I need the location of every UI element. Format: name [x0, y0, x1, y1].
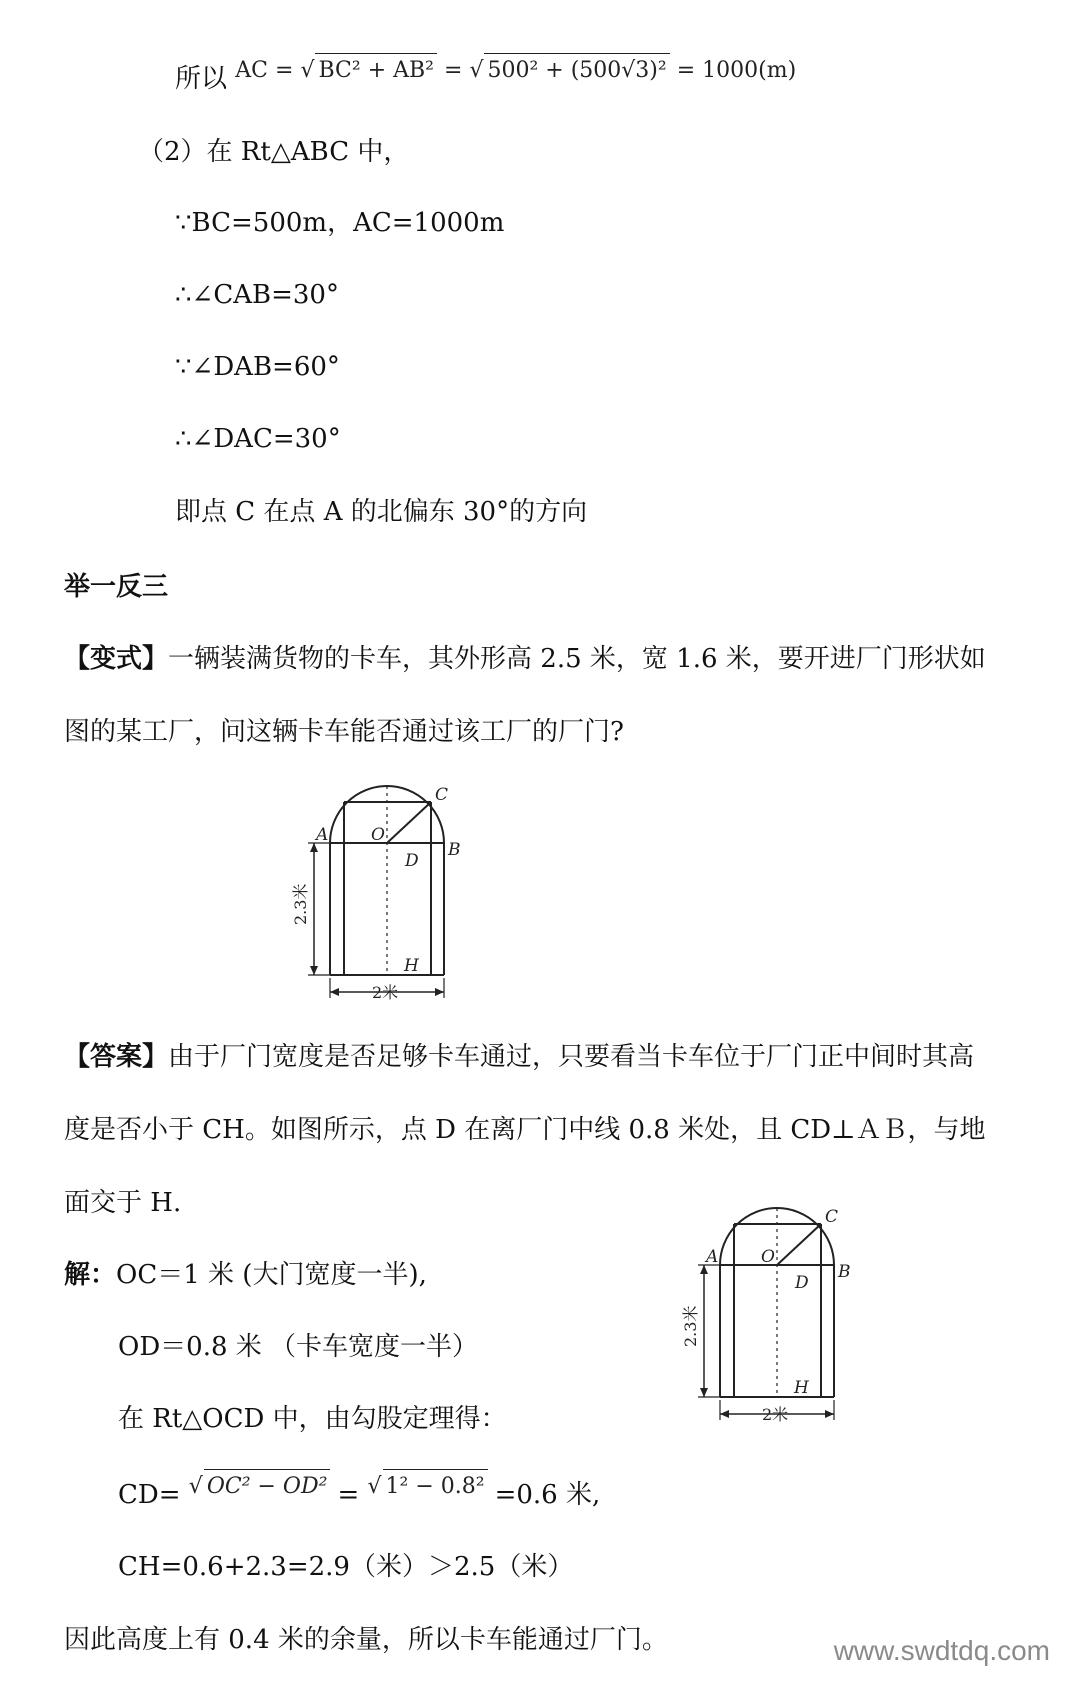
- cd-sqrt-1: OC² − OD²: [204, 1469, 331, 1504]
- answer-text-1: 由于厂门宽度是否足够卡车通过，只要看当卡车位于厂门正中间时其高: [168, 1042, 975, 1072]
- step-2: ∴∠CAB=30°: [175, 280, 339, 310]
- solution-text-1: OC＝1 米 (大门宽度一半),: [116, 1260, 427, 1290]
- formula-result: = 1000(m): [676, 58, 797, 83]
- solution-line-1: [64, 1258, 427, 1292]
- cd-formula-line: CD= $^{√ OC^2 - OD^2}$ = $^{√ 1^2 - 0.8^2}$ =0.6 米,: [118, 1478, 600, 1514]
- label-c: C: [435, 785, 449, 805]
- step-5: 即点 C 在点 A 的北偏东 30°的方向: [175, 497, 588, 527]
- cd-eq: =: [337, 1480, 360, 1510]
- answer-line-3: 面交于 H.: [64, 1188, 182, 1218]
- solution-line-2: OD＝0.8 米 （卡车宽度一半）: [118, 1332, 479, 1362]
- step-4: ∴∠DAC=30°: [175, 424, 341, 454]
- step-3: ∵∠DAB=60°: [175, 352, 340, 382]
- label-o-2: O: [761, 1247, 775, 1267]
- variant-line-1: [64, 642, 986, 676]
- label-d: D: [405, 851, 419, 871]
- label-b: B: [448, 840, 461, 860]
- variant-tag: 【变式】: [64, 644, 169, 674]
- cd-sqrt-2: 1² − 0.8²: [383, 1469, 488, 1504]
- height-label-2: 2.3米: [681, 1305, 700, 1347]
- label-h-2: H: [794, 1378, 809, 1398]
- label-a-2: A: [706, 1247, 719, 1267]
- solution-line-5: CH=0.6+2.3=2.9（米）＞2.5（米）: [118, 1552, 574, 1582]
- solution-label: 解：: [64, 1260, 117, 1290]
- variant-line-2: 图的某工厂，问这辆卡车能否通过该工厂的厂门?: [64, 717, 624, 747]
- conclusion: 因此高度上有 0.4 米的余量，所以卡车能通过厂门。: [64, 1625, 668, 1655]
- gate-figure-2: [681, 1202, 860, 1437]
- formula-sqrt-2: 500² + (500√3)²: [484, 53, 669, 88]
- label-h: H: [404, 956, 419, 976]
- formula-sqrt-1: BC² + AB²: [315, 53, 437, 88]
- watermark: www.swdtdq.com: [833, 1635, 1050, 1666]
- label-c-2: C: [825, 1207, 839, 1227]
- cd-lhs: CD=: [118, 1480, 181, 1510]
- label-b-2: B: [838, 1262, 851, 1282]
- formula-eq: =: [444, 58, 463, 83]
- section-title: 举一反三: [64, 572, 169, 602]
- cd-result: =0.6 米,: [494, 1480, 601, 1510]
- line-oc: [387, 802, 431, 843]
- formula-lhs: AC =: [235, 58, 294, 83]
- answer-line-1: [64, 1040, 974, 1074]
- variant-text-1: 一辆装满货物的卡车，其外形高 2.5 米，宽 1.6 米，要开进厂门形状如: [168, 644, 986, 674]
- answer-line-2: 度是否小于 CH。如图所示，点 D 在离厂门中线 0.8 米处，且 CD⊥ＡＢ，与地: [64, 1115, 986, 1145]
- height-label: 2.3米: [291, 883, 310, 925]
- label-d-2: D: [795, 1273, 809, 1293]
- part2-heading: （2）在 Rt△ABC 中，: [138, 137, 410, 167]
- label-a: A: [316, 825, 329, 845]
- formula-line-ac: 所以 $^{AC = √ BC^2 + AB^2 = √ 500^2 + (500√3)^2 = 1000(m)}$: [175, 62, 796, 98]
- label-o: O: [371, 825, 385, 845]
- answer-tag: 【答案】: [64, 1042, 169, 1072]
- solution-line-3: 在 Rt△OCD 中，由勾股定理得：: [118, 1404, 507, 1434]
- width-label: 2米: [372, 983, 399, 1002]
- gate-figure-1: [291, 780, 470, 1015]
- width-label-2: 2米: [762, 1405, 789, 1424]
- step-1: ∵BC=500m，AC=1000m: [175, 208, 505, 238]
- so-label: 所以: [175, 64, 228, 94]
